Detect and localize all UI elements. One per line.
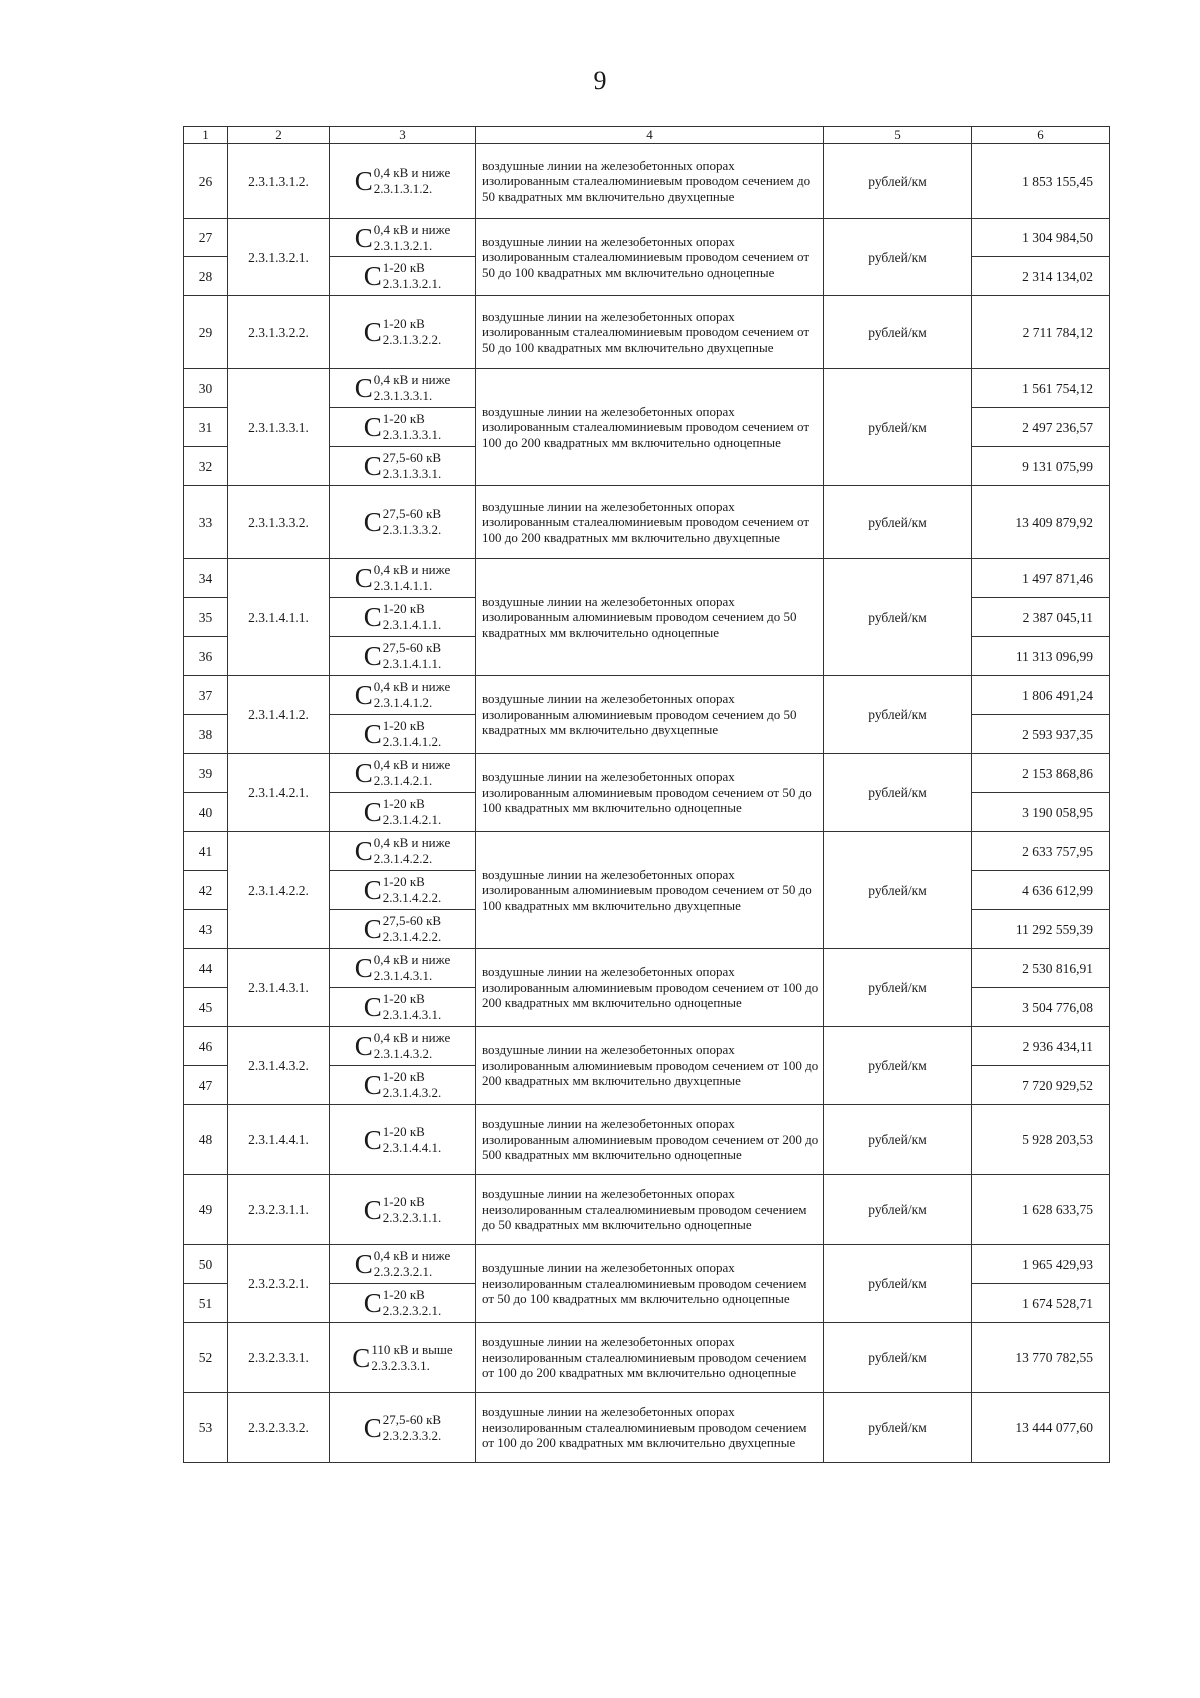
price-cell: 4 636 612,99 bbox=[972, 871, 1110, 910]
standard-rate-cell bbox=[330, 219, 476, 257]
row-number-cell: 34 bbox=[184, 559, 228, 598]
unit-cell: рублей/км bbox=[824, 949, 972, 1027]
price-cell: 3 504 776,08 bbox=[972, 988, 1110, 1027]
standard-rate-symbol bbox=[363, 260, 442, 291]
standard-rate-cell bbox=[330, 1105, 476, 1175]
row-number-cell: 48 bbox=[184, 1105, 228, 1175]
unit-cell: рублей/км bbox=[824, 1027, 972, 1105]
code-subscript: 2.3.1.4.2.1. bbox=[373, 773, 433, 788]
voltage-superscript: 1-20 кВ bbox=[382, 601, 425, 616]
price-cell: 2 936 434,11 bbox=[972, 1027, 1110, 1066]
description-cell: воздушные линии на железобетонных опорах изолированным алюминиевым проводом сечением от 50 до 100 квадратных мм включительно двухцепные bbox=[476, 832, 824, 949]
unit-cell: рублей/км bbox=[824, 369, 972, 486]
standard-rate-cell bbox=[330, 1393, 476, 1463]
rate-letter: C bbox=[363, 451, 382, 481]
code-subscript: 2.3.1.4.3.2. bbox=[382, 1085, 442, 1100]
price-cell: 11 313 096,99 bbox=[972, 637, 1110, 676]
row-number-cell: 45 bbox=[184, 988, 228, 1027]
unit-cell: рублей/км bbox=[824, 559, 972, 676]
standard-rate-cell bbox=[330, 676, 476, 715]
unit-cell: рублей/км bbox=[824, 219, 972, 296]
standard-rate-cell bbox=[330, 559, 476, 598]
code-cell: 2.3.1.3.2.1. bbox=[228, 219, 330, 296]
standard-rate-symbol bbox=[354, 757, 451, 788]
unit-cell: рублей/км bbox=[824, 676, 972, 754]
description-cell: воздушные линии на железобетонных опорах изолированным сталеалюминиевым проводом сечением от 50 до 100 квадратных мм включительно одноцепные bbox=[476, 219, 824, 296]
voltage-superscript: 1-20 кВ bbox=[382, 260, 425, 275]
rate-letter: C bbox=[363, 261, 382, 291]
standard-rate-cell bbox=[330, 598, 476, 637]
voltage-superscript: 0,4 кВ и ниже bbox=[373, 562, 451, 577]
standard-rate-cell bbox=[330, 257, 476, 296]
code-cell: 2.3.2.3.2.1. bbox=[228, 1245, 330, 1323]
price-cell: 2 593 937,35 bbox=[972, 715, 1110, 754]
price-cell: 2 711 784,12 bbox=[972, 296, 1110, 369]
code-subscript: 2.3.1.4.3.1. bbox=[382, 1007, 442, 1022]
voltage-superscript: 27,5-60 кВ bbox=[382, 640, 442, 655]
table-row bbox=[184, 676, 1110, 715]
row-number-cell: 29 bbox=[184, 296, 228, 369]
standard-rate-symbol bbox=[354, 835, 451, 866]
rate-letter: C bbox=[363, 641, 382, 671]
voltage-superscript: 0,4 кВ и ниже bbox=[373, 372, 451, 387]
voltage-superscript: 1-20 кВ bbox=[382, 1069, 425, 1084]
table-row bbox=[184, 832, 1110, 871]
price-cell: 1 304 984,50 bbox=[972, 219, 1110, 257]
row-number-cell: 41 bbox=[184, 832, 228, 871]
description-cell: воздушные линии на железобетонных опорах изолированным алюминиевым проводом сечением от 50 до 100 квадратных мм включительно одноцепные bbox=[476, 754, 824, 832]
voltage-superscript: 0,4 кВ и ниже bbox=[373, 1248, 451, 1263]
standard-rate-symbol bbox=[354, 1248, 451, 1279]
standard-rate-symbol bbox=[354, 952, 451, 983]
code-subscript: 2.3.1.3.1.2. bbox=[373, 181, 433, 196]
rate-letter: C bbox=[352, 1342, 371, 1373]
code-subscript: 2.3.1.4.2.1. bbox=[382, 812, 442, 827]
price-cell: 1 497 871,46 bbox=[972, 559, 1110, 598]
standard-rate-symbol bbox=[354, 679, 451, 710]
standard-rate-symbol bbox=[363, 991, 442, 1022]
voltage-superscript: 1-20 кВ bbox=[382, 874, 425, 889]
rate-letter: C bbox=[363, 719, 382, 749]
price-cell: 2 153 868,86 bbox=[972, 754, 1110, 793]
code-cell: 2.3.2.3.3.2. bbox=[228, 1393, 330, 1463]
code-subscript: 2.3.1.4.2.2. bbox=[382, 890, 442, 905]
standard-rate-cell bbox=[330, 447, 476, 486]
column-header: 3 bbox=[330, 127, 476, 144]
code-subscript: 2.3.1.4.1.1. bbox=[373, 578, 433, 593]
standard-rate-cell bbox=[330, 1066, 476, 1105]
row-number-cell: 40 bbox=[184, 793, 228, 832]
code-subscript: 2.3.1.4.1.2. bbox=[382, 734, 442, 749]
column-header: 6 bbox=[972, 127, 1110, 144]
voltage-superscript: 1-20 кВ bbox=[382, 1123, 425, 1139]
row-number-cell: 46 bbox=[184, 1027, 228, 1066]
standard-rate-symbol bbox=[363, 796, 442, 827]
standard-rate-symbol bbox=[363, 1193, 442, 1225]
standard-rate-symbol bbox=[363, 411, 442, 442]
price-cell: 1 561 754,12 bbox=[972, 369, 1110, 408]
code-subscript: 2.3.1.4.4.1. bbox=[382, 1139, 442, 1155]
page-number: 9 bbox=[593, 66, 607, 95]
standard-rate-cell bbox=[330, 369, 476, 408]
row-number-cell: 51 bbox=[184, 1284, 228, 1323]
code-subscript: 2.3.1.3.3.1. bbox=[382, 427, 442, 442]
code-subscript: 2.3.1.3.3.1. bbox=[382, 466, 442, 481]
code-cell: 2.3.1.4.2.2. bbox=[228, 832, 330, 949]
code-cell: 2.3.1.4.1.1. bbox=[228, 559, 330, 676]
table-row bbox=[184, 1027, 1110, 1066]
voltage-superscript: 1-20 кВ bbox=[382, 1287, 425, 1302]
code-subscript: 2.3.2.3.2.1. bbox=[382, 1303, 442, 1318]
table-row bbox=[184, 219, 1110, 257]
code-subscript: 2.3.1.4.2.2. bbox=[382, 929, 442, 944]
code-subscript: 2.3.1.4.1.2. bbox=[373, 695, 433, 710]
table-row bbox=[184, 1393, 1110, 1463]
rate-letter: C bbox=[354, 758, 373, 788]
code-subscript: 2.3.2.3.3.1. bbox=[371, 1357, 430, 1373]
rate-letter: C bbox=[354, 373, 373, 403]
voltage-superscript: 1-20 кВ bbox=[382, 991, 425, 1006]
description-cell: воздушные линии на железобетонных опорах изолированным алюминиевым проводом сечением до 50 квадратных мм включительно двухцепные bbox=[476, 676, 824, 754]
standard-rate-symbol bbox=[363, 450, 442, 481]
standard-rate-cell bbox=[330, 637, 476, 676]
voltage-superscript: 27,5-60 кВ bbox=[382, 1411, 442, 1427]
rate-letter: C bbox=[363, 797, 382, 827]
standard-rate-symbol bbox=[354, 165, 451, 196]
row-number-cell: 32 bbox=[184, 447, 228, 486]
code-subscript: 2.3.1.3.2.2. bbox=[382, 332, 442, 347]
price-cell: 3 190 058,95 bbox=[972, 793, 1110, 832]
unit-cell: рублей/км bbox=[824, 1393, 972, 1463]
code-subscript: 2.3.1.4.1.1. bbox=[382, 656, 442, 671]
standard-rate-cell bbox=[330, 832, 476, 871]
rate-letter: C bbox=[354, 953, 373, 983]
rate-letter: C bbox=[354, 680, 373, 710]
rate-letter: C bbox=[363, 1288, 382, 1318]
standard-rate-symbol bbox=[363, 601, 442, 632]
code-cell: 2.3.2.3.3.1. bbox=[228, 1323, 330, 1393]
column-header: 4 bbox=[476, 127, 824, 144]
row-number-cell: 50 bbox=[184, 1245, 228, 1284]
code-subscript: 2.3.2.3.2.1. bbox=[373, 1264, 433, 1279]
table-row bbox=[184, 754, 1110, 793]
voltage-superscript: 1-20 кВ bbox=[382, 411, 425, 426]
row-number-cell: 33 bbox=[184, 486, 228, 559]
standard-rate-symbol bbox=[354, 372, 451, 403]
code-subscript: 2.3.1.3.3.2. bbox=[382, 522, 442, 537]
table-row bbox=[184, 949, 1110, 988]
voltage-superscript: 0,4 кВ и ниже bbox=[373, 165, 451, 180]
row-number-cell: 26 bbox=[184, 144, 228, 219]
voltage-superscript: 0,4 кВ и ниже bbox=[373, 221, 451, 237]
rate-letter: C bbox=[363, 317, 382, 347]
row-number-cell: 49 bbox=[184, 1175, 228, 1245]
table-row bbox=[184, 559, 1110, 598]
description-cell: воздушные линии на железобетонных опорах изолированным сталеалюминиевым проводом сечением от 50 до 100 квадратных мм включительно двухцепные bbox=[476, 296, 824, 369]
rate-letter: C bbox=[354, 1031, 373, 1061]
code-cell: 2.3.1.3.2.2. bbox=[228, 296, 330, 369]
table-header-row bbox=[184, 127, 1110, 144]
unit-cell: рублей/км bbox=[824, 1105, 972, 1175]
voltage-superscript: 27,5-60 кВ bbox=[382, 913, 442, 928]
standard-rate-symbol bbox=[363, 1411, 442, 1443]
table-row bbox=[184, 1245, 1110, 1284]
code-cell: 2.3.1.4.2.1. bbox=[228, 754, 330, 832]
column-header: 2 bbox=[228, 127, 330, 144]
code-cell: 2.3.1.4.3.1. bbox=[228, 949, 330, 1027]
voltage-superscript: 27,5-60 кВ bbox=[382, 450, 442, 465]
standard-rate-cell bbox=[330, 793, 476, 832]
row-number-cell: 43 bbox=[184, 910, 228, 949]
unit-cell: рублей/км bbox=[824, 486, 972, 559]
unit-cell: рублей/км bbox=[824, 296, 972, 369]
standard-rate-symbol bbox=[363, 506, 442, 537]
row-number-cell: 38 bbox=[184, 715, 228, 754]
voltage-superscript: 0,4 кВ и ниже bbox=[373, 1030, 451, 1045]
price-cell: 13 770 782,55 bbox=[972, 1323, 1110, 1393]
code-subscript: 2.3.1.3.2.1. bbox=[373, 237, 433, 253]
table-row bbox=[184, 486, 1110, 559]
standard-rate-cell bbox=[330, 1175, 476, 1245]
row-number-cell: 30 bbox=[184, 369, 228, 408]
unit-cell: рублей/км bbox=[824, 1245, 972, 1323]
standard-rate-cell bbox=[330, 871, 476, 910]
table-row bbox=[184, 369, 1110, 408]
rate-letter: C bbox=[363, 914, 382, 944]
rate-letter: C bbox=[363, 1124, 382, 1155]
standard-rate-symbol bbox=[352, 1341, 453, 1373]
standard-rate-symbol bbox=[363, 874, 442, 905]
description-cell: воздушные линии на железобетонных опорах неизолированным сталеалюминиевым проводом сечением от 100 до 200 квадратных мм включительно одноцепные bbox=[476, 1323, 824, 1393]
row-number-cell: 44 bbox=[184, 949, 228, 988]
voltage-superscript: 0,4 кВ и ниже bbox=[373, 679, 451, 694]
rate-letter: C bbox=[363, 412, 382, 442]
row-number-cell: 37 bbox=[184, 676, 228, 715]
voltage-superscript: 27,5-60 кВ bbox=[382, 506, 442, 521]
description-cell: воздушные линии на железобетонных опорах изолированным сталеалюминиевым проводом сечением до 50 квадратных мм включительно двухцепные bbox=[476, 144, 824, 219]
description-cell: воздушные линии на железобетонных опорах изолированным алюминиевым проводом сечением от 200 до 500 квадратных мм включительно одноцепные bbox=[476, 1105, 824, 1175]
tariff-table bbox=[183, 126, 1110, 1463]
table-row bbox=[184, 144, 1110, 219]
price-cell: 1 965 429,93 bbox=[972, 1245, 1110, 1284]
standard-rate-symbol bbox=[363, 640, 442, 671]
description-cell: воздушные линии на железобетонных опорах неизолированным сталеалюминиевым проводом сечением от 50 до 100 квадратных мм включительно одноцепные bbox=[476, 1245, 824, 1323]
rate-letter: C bbox=[363, 1070, 382, 1100]
standard-rate-cell bbox=[330, 1284, 476, 1323]
standard-rate-cell bbox=[330, 486, 476, 559]
voltage-superscript: 0,4 кВ и ниже bbox=[373, 952, 451, 967]
code-cell: 2.3.2.3.1.1. bbox=[228, 1175, 330, 1245]
price-cell: 2 387 045,11 bbox=[972, 598, 1110, 637]
code-cell: 2.3.1.4.4.1. bbox=[228, 1105, 330, 1175]
description-cell: воздушные линии на железобетонных опорах изолированным алюминиевым проводом сечением от 100 до 200 квадратных мм включительно двухцепные bbox=[476, 1027, 824, 1105]
standard-rate-cell bbox=[330, 1245, 476, 1284]
price-cell: 13 409 879,92 bbox=[972, 486, 1110, 559]
row-number-cell: 35 bbox=[184, 598, 228, 637]
rate-letter: C bbox=[354, 836, 373, 866]
standard-rate-cell bbox=[330, 949, 476, 988]
voltage-superscript: 1-20 кВ bbox=[382, 1193, 425, 1209]
standard-rate-symbol bbox=[354, 221, 451, 253]
price-cell: 13 444 077,60 bbox=[972, 1393, 1110, 1463]
voltage-superscript: 1-20 кВ bbox=[382, 316, 425, 331]
rate-letter: C bbox=[354, 1249, 373, 1279]
code-cell: 2.3.1.4.3.2. bbox=[228, 1027, 330, 1105]
description-cell: воздушные линии на железобетонных опорах неизолированным сталеалюминиевым проводом сечением от 100 до 200 квадратных мм включительно двухцепные bbox=[476, 1393, 824, 1463]
standard-rate-symbol bbox=[363, 913, 442, 944]
voltage-superscript: 1-20 кВ bbox=[382, 796, 425, 811]
price-cell: 11 292 559,39 bbox=[972, 910, 1110, 949]
column-header: 1 bbox=[184, 127, 228, 144]
standard-rate-symbol bbox=[363, 718, 442, 749]
price-cell: 2 314 134,02 bbox=[972, 257, 1110, 296]
standard-rate-cell bbox=[330, 296, 476, 369]
unit-cell: рублей/км bbox=[824, 144, 972, 219]
rate-letter: C bbox=[363, 992, 382, 1022]
standard-rate-symbol bbox=[363, 316, 442, 347]
code-cell: 2.3.1.4.1.2. bbox=[228, 676, 330, 754]
price-cell: 9 131 075,99 bbox=[972, 447, 1110, 486]
code-subscript: 2.3.1.4.3.2. bbox=[373, 1046, 433, 1061]
rate-letter: C bbox=[354, 563, 373, 593]
rate-letter: C bbox=[363, 1412, 382, 1443]
code-cell: 2.3.1.3.1.2. bbox=[228, 144, 330, 219]
standard-rate-cell bbox=[330, 1323, 476, 1393]
rate-letter: C bbox=[363, 602, 382, 632]
column-header: 5 bbox=[824, 127, 972, 144]
unit-cell: рублей/км bbox=[824, 1323, 972, 1393]
row-number-cell: 53 bbox=[184, 1393, 228, 1463]
price-cell: 1 853 155,45 bbox=[972, 144, 1110, 219]
table-row bbox=[184, 296, 1110, 369]
code-subscript: 2.3.2.3.3.2. bbox=[382, 1427, 442, 1443]
price-cell: 2 497 236,57 bbox=[972, 408, 1110, 447]
standard-rate-cell bbox=[330, 715, 476, 754]
code-subscript: 2.3.1.3.2.1. bbox=[382, 276, 442, 291]
code-cell: 2.3.1.3.3.2. bbox=[228, 486, 330, 559]
row-number-cell: 31 bbox=[184, 408, 228, 447]
code-subscript: 2.3.2.3.1.1. bbox=[382, 1209, 442, 1225]
rate-letter: C bbox=[354, 166, 373, 196]
rate-letter: C bbox=[363, 1194, 382, 1225]
standard-rate-cell bbox=[330, 144, 476, 219]
standard-rate-cell bbox=[330, 988, 476, 1027]
standard-rate-symbol bbox=[363, 1123, 442, 1155]
unit-cell: рублей/км bbox=[824, 832, 972, 949]
voltage-superscript: 110 кВ и выше bbox=[371, 1341, 453, 1357]
standard-rate-symbol bbox=[363, 1069, 442, 1100]
price-cell: 7 720 929,52 bbox=[972, 1066, 1110, 1105]
standard-rate-symbol bbox=[354, 1030, 451, 1061]
description-cell: воздушные линии на железобетонных опорах изолированным алюминиевым проводом сечением от 100 до 200 квадратных мм включительно одноцепные bbox=[476, 949, 824, 1027]
row-number-cell: 47 bbox=[184, 1066, 228, 1105]
voltage-superscript: 1-20 кВ bbox=[382, 718, 425, 733]
code-subscript: 2.3.1.4.2.2. bbox=[373, 851, 433, 866]
unit-cell: рублей/км bbox=[824, 754, 972, 832]
description-cell: воздушные линии на железобетонных опорах изолированным алюминиевым проводом сечением до 50 квадратных мм включительно одноцепные bbox=[476, 559, 824, 676]
standard-rate-cell bbox=[330, 910, 476, 949]
voltage-superscript: 0,4 кВ и ниже bbox=[373, 835, 451, 850]
standard-rate-cell bbox=[330, 754, 476, 793]
standard-rate-cell bbox=[330, 408, 476, 447]
standard-rate-cell bbox=[330, 1027, 476, 1066]
price-cell: 5 928 203,53 bbox=[972, 1105, 1110, 1175]
row-number-cell: 27 bbox=[184, 219, 228, 257]
voltage-superscript: 0,4 кВ и ниже bbox=[373, 757, 451, 772]
code-subscript: 2.3.1.4.3.1. bbox=[373, 968, 433, 983]
table-row bbox=[184, 1175, 1110, 1245]
rate-letter: C bbox=[363, 875, 382, 905]
row-number-cell: 42 bbox=[184, 871, 228, 910]
code-subscript: 2.3.1.4.1.1. bbox=[382, 617, 442, 632]
price-cell: 2 530 816,91 bbox=[972, 949, 1110, 988]
code-subscript: 2.3.1.3.3.1. bbox=[373, 388, 433, 403]
standard-rate-symbol bbox=[354, 562, 451, 593]
rate-letter: C bbox=[363, 507, 382, 537]
price-cell: 2 633 757,95 bbox=[972, 832, 1110, 871]
standard-rate-symbol bbox=[363, 1287, 442, 1318]
price-cell: 1 674 528,71 bbox=[972, 1284, 1110, 1323]
price-cell: 1 628 633,75 bbox=[972, 1175, 1110, 1245]
row-number-cell: 39 bbox=[184, 754, 228, 793]
description-cell: воздушные линии на железобетонных опорах изолированным сталеалюминиевым проводом сечением от 100 до 200 квадратных мм включительно двухцепные bbox=[476, 486, 824, 559]
row-number-cell: 52 bbox=[184, 1323, 228, 1393]
description-cell: воздушные линии на железобетонных опорах неизолированным сталеалюминиевым проводом сечением до 50 квадратных мм включительно одноцепные bbox=[476, 1175, 824, 1245]
code-cell: 2.3.1.3.3.1. bbox=[228, 369, 330, 486]
table-row bbox=[184, 1105, 1110, 1175]
price-cell: 1 806 491,24 bbox=[972, 676, 1110, 715]
row-number-cell: 36 bbox=[184, 637, 228, 676]
description-cell: воздушные линии на железобетонных опорах изолированным сталеалюминиевым проводом сечением от 100 до 200 квадратных мм включительно одноцепные bbox=[476, 369, 824, 486]
table-row bbox=[184, 1323, 1110, 1393]
rate-letter: C bbox=[354, 222, 373, 253]
row-number-cell: 28 bbox=[184, 257, 228, 296]
unit-cell: рублей/км bbox=[824, 1175, 972, 1245]
